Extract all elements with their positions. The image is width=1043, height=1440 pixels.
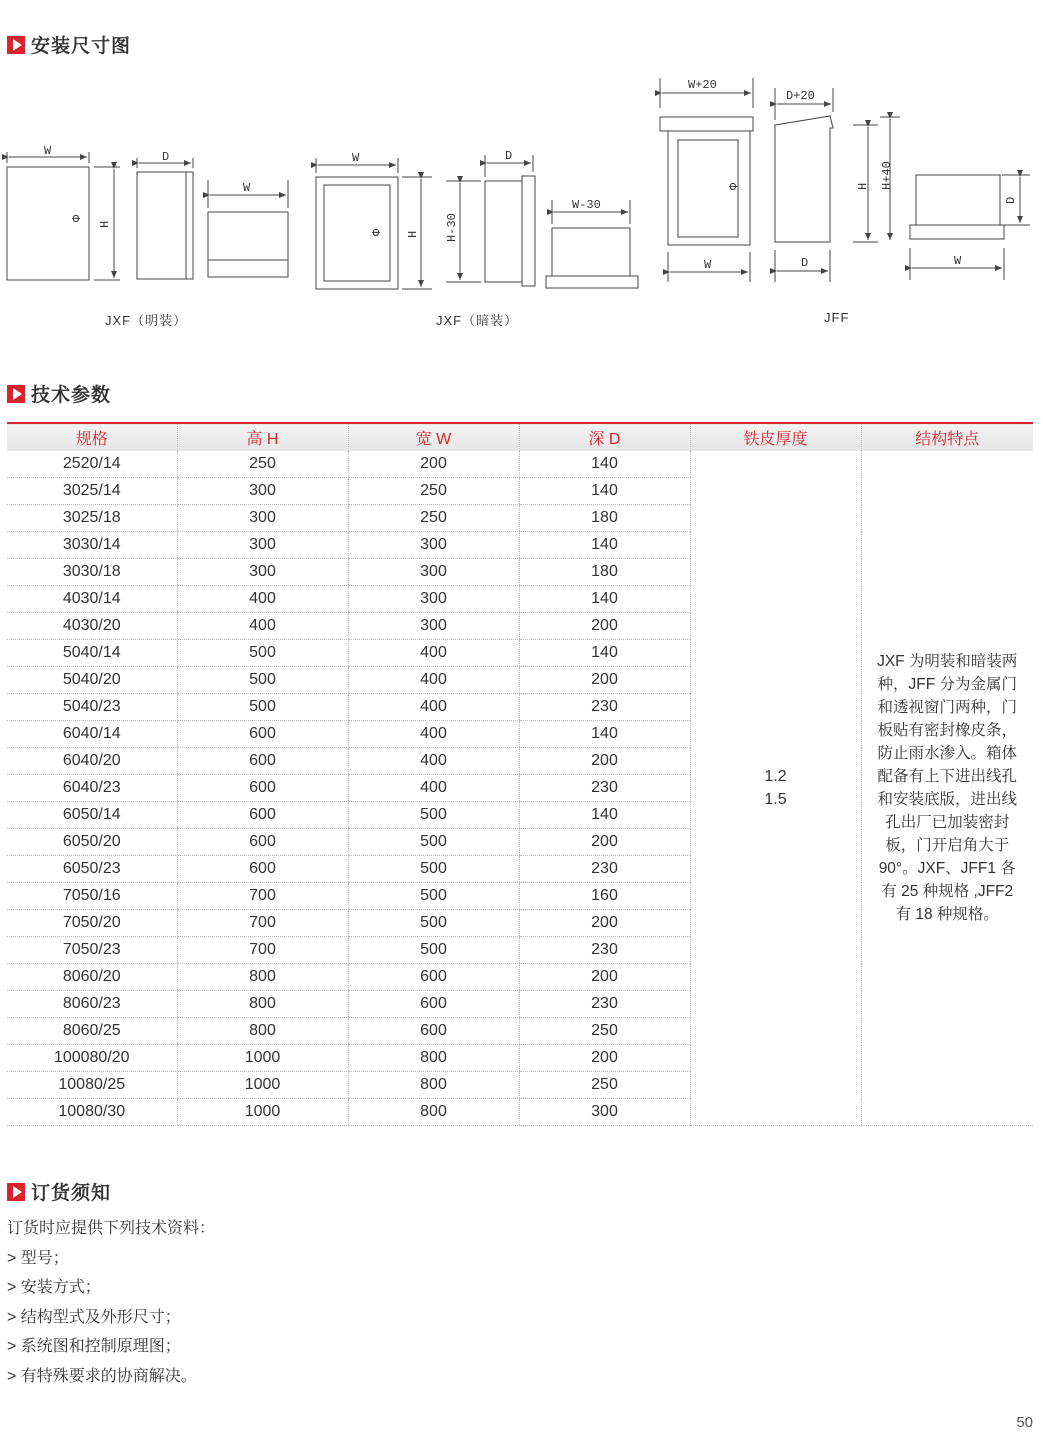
cell-height: 300 — [177, 505, 348, 532]
cell-depth: 140 — [519, 478, 690, 505]
section-title: 订货须知 — [31, 1183, 112, 1204]
thickness-value: 1.5 — [764, 791, 787, 808]
header-features: 结构特点 — [861, 423, 1033, 451]
cell-width: 600 — [348, 991, 519, 1018]
page-number: 50 — [1016, 1414, 1033, 1431]
cell-depth: 180 — [519, 559, 690, 586]
cell-width: 400 — [348, 775, 519, 802]
cell-height: 800 — [177, 991, 348, 1018]
cell-width: 400 — [348, 694, 519, 721]
cell-spec: 6040/20 — [7, 748, 177, 775]
cell-width: 500 — [348, 856, 519, 883]
header-height: 高 H — [177, 423, 348, 451]
section-title: 技术参数 — [31, 385, 112, 406]
cell-width: 400 — [348, 721, 519, 748]
cell-thickness — [690, 451, 861, 1126]
cell-depth: 200 — [519, 910, 690, 937]
cell-spec: 6050/23 — [7, 856, 177, 883]
jff-front-view — [660, 78, 753, 282]
cell-width: 400 — [348, 667, 519, 694]
cell-height: 600 — [177, 775, 348, 802]
svg-text:D: D — [162, 150, 170, 164]
cell-height: 700 — [177, 937, 348, 964]
order-item: > 有特殊要求的协商解决。 — [7, 1367, 197, 1385]
cell-width: 600 — [348, 964, 519, 991]
svg-text:H: H — [406, 230, 420, 238]
cell-depth: 230 — [519, 775, 690, 802]
dim-label-w: W — [44, 144, 52, 158]
order-item: > 安装方式； — [7, 1279, 101, 1296]
cell-spec: 10080/30 — [7, 1099, 177, 1126]
svg-text:D+20: D+20 — [786, 89, 815, 103]
cell-width: 500 — [348, 883, 519, 910]
cell-height: 700 — [177, 910, 348, 937]
hinge-symbol: Φ — [70, 214, 84, 222]
cell-height: 700 — [177, 883, 348, 910]
cell-depth: 300 — [519, 1099, 690, 1126]
installation-drawings — [0, 70, 1043, 340]
svg-text:W: W — [704, 258, 712, 272]
cell-height: 1000 — [177, 1099, 348, 1126]
cell-depth: 230 — [519, 856, 690, 883]
jxf-flush-top-view — [546, 198, 638, 288]
cell-height: 600 — [177, 721, 348, 748]
cell-depth: 140 — [519, 451, 690, 478]
cell-height: 800 — [177, 1018, 348, 1045]
cell-width: 500 — [348, 802, 519, 829]
caption-jxf-flush: JXF（暗装） — [436, 313, 519, 328]
section-order-header — [7, 1178, 111, 1205]
cell-height: 600 — [177, 802, 348, 829]
cell-depth: 140 — [519, 532, 690, 559]
cell-height: 600 — [177, 748, 348, 775]
order-item: > 系统图和控制原理图； — [7, 1338, 181, 1355]
jxf-surface-top-view — [208, 180, 288, 277]
cell-width: 500 — [348, 910, 519, 937]
dim-label-h: H — [98, 220, 112, 228]
svg-text:W: W — [954, 254, 962, 268]
thickness-value: 1.2 — [764, 768, 787, 785]
cell-features: JXF 为明装和暗装两种，JFF 分为金属门和透视窗门两种，门板贴有密封橡皮条，防止雨水渗入。箱体配备有上下进出线孔和安装底版，进出线孔出厂已加装密封板，门开启角大于 90°。JXF、JFF1 各有 25 种规格 ,JFF2 有 18 种规格。 — [861, 451, 1033, 1126]
cell-depth: 140 — [519, 721, 690, 748]
cell-spec: 5040/23 — [7, 694, 177, 721]
play-arrow-icon — [7, 385, 25, 403]
cell-spec: 6040/14 — [7, 721, 177, 748]
cell-spec: 7050/20 — [7, 910, 177, 937]
cell-height: 300 — [177, 478, 348, 505]
cell-height: 500 — [177, 667, 348, 694]
cell-height: 250 — [177, 451, 348, 478]
svg-text:D: D — [1004, 196, 1018, 204]
cell-width: 300 — [348, 586, 519, 613]
cell-spec: 8060/25 — [7, 1018, 177, 1045]
cell-spec: 6050/14 — [7, 802, 177, 829]
cell-depth: 200 — [519, 964, 690, 991]
play-arrow-icon — [7, 36, 25, 54]
cell-height: 500 — [177, 640, 348, 667]
order-item: > 型号； — [7, 1249, 69, 1267]
cell-height: 800 — [177, 964, 348, 991]
order-item: > 结构型式及外形尺寸； — [7, 1308, 181, 1326]
svg-text:W: W — [243, 181, 251, 195]
jxf-flush-front-view — [316, 151, 432, 289]
cell-height: 300 — [177, 559, 348, 586]
cell-spec: 5040/20 — [7, 667, 177, 694]
svg-text:H-30: H-30 — [445, 213, 459, 242]
svg-text:H: H — [856, 182, 870, 190]
cell-spec: 2520/14 — [7, 451, 177, 478]
cell-depth: 200 — [519, 613, 690, 640]
svg-text:D: D — [505, 149, 513, 163]
cell-depth: 230 — [519, 937, 690, 964]
table-header-row — [7, 423, 1033, 451]
cell-height: 600 — [177, 856, 348, 883]
jff-side-view — [775, 88, 900, 282]
jxf-surface-front-view — [7, 144, 120, 280]
play-arrow-icon — [7, 1183, 25, 1201]
cell-spec: 3025/14 — [7, 478, 177, 505]
section-tech-header — [7, 380, 111, 407]
cell-spec: 3030/14 — [7, 532, 177, 559]
cell-width: 400 — [348, 748, 519, 775]
cell-depth: 250 — [519, 1018, 690, 1045]
cell-width: 250 — [348, 505, 519, 532]
cell-spec: 4030/20 — [7, 613, 177, 640]
cell-height: 500 — [177, 694, 348, 721]
jxf-flush-side-view — [445, 149, 535, 286]
section-install-header — [7, 31, 131, 58]
cell-width: 500 — [348, 829, 519, 856]
header-spec: 规格 — [75, 431, 108, 448]
table-row — [7, 451, 1033, 478]
cell-depth: 160 — [519, 883, 690, 910]
cell-width: 300 — [348, 559, 519, 586]
order-info — [7, 1218, 215, 1395]
jxf-surface-side-view — [137, 150, 193, 279]
caption-jxf-surface: JXF（明装） — [105, 313, 188, 328]
cell-height: 1000 — [177, 1045, 348, 1072]
cell-height: 300 — [177, 532, 348, 559]
cell-width: 400 — [348, 640, 519, 667]
order-intro: 订货时应提供下列技术资料： — [7, 1220, 216, 1237]
cell-spec: 3030/18 — [7, 559, 177, 586]
caption-jff: JFF — [824, 310, 850, 325]
svg-text:Φ: Φ — [370, 228, 384, 236]
header-thickness: 铁皮厚度 — [690, 423, 861, 451]
cell-spec: 7050/23 — [7, 937, 177, 964]
cell-spec: 5040/14 — [7, 640, 177, 667]
header-depth: 深 D — [519, 423, 690, 451]
cell-width: 300 — [348, 613, 519, 640]
cell-depth: 230 — [519, 991, 690, 1018]
header-width: 宽 W — [348, 423, 519, 451]
cell-width: 600 — [348, 1018, 519, 1045]
svg-text:W-30: W-30 — [572, 198, 601, 212]
cell-depth: 140 — [519, 640, 690, 667]
cell-spec: 8060/20 — [7, 964, 177, 991]
cell-spec: 10080/25 — [7, 1072, 177, 1099]
cell-spec: 3025/18 — [7, 505, 177, 532]
cell-width: 250 — [348, 478, 519, 505]
cell-spec: 6050/20 — [7, 829, 177, 856]
cell-depth: 200 — [519, 1045, 690, 1072]
cell-height: 1000 — [177, 1072, 348, 1099]
cell-height: 600 — [177, 829, 348, 856]
cell-spec: 100080/20 — [7, 1045, 177, 1072]
cell-width: 200 — [348, 451, 519, 478]
cell-depth: 180 — [519, 505, 690, 532]
svg-text:W+20: W+20 — [688, 78, 717, 92]
cell-height: 400 — [177, 586, 348, 613]
cell-width: 800 — [348, 1099, 519, 1126]
cell-width: 500 — [348, 937, 519, 964]
cell-depth: 200 — [519, 829, 690, 856]
cell-spec: 6040/23 — [7, 775, 177, 802]
cell-depth: 140 — [519, 802, 690, 829]
cell-spec: 8060/23 — [7, 991, 177, 1018]
cell-height: 400 — [177, 613, 348, 640]
jff-top-view — [910, 175, 1030, 280]
svg-text:H+40: H+40 — [880, 161, 894, 190]
cell-width: 800 — [348, 1072, 519, 1099]
svg-text:Φ: Φ — [727, 182, 741, 190]
cell-depth: 140 — [519, 586, 690, 613]
section-title: 安装尺寸图 — [31, 36, 132, 57]
cell-width: 300 — [348, 532, 519, 559]
cell-depth: 250 — [519, 1072, 690, 1099]
spec-table — [7, 422, 1033, 1126]
cell-depth: 200 — [519, 748, 690, 775]
cell-depth: 200 — [519, 667, 690, 694]
svg-text:W: W — [352, 151, 360, 165]
cell-spec: 4030/14 — [7, 586, 177, 613]
cell-depth: 230 — [519, 694, 690, 721]
svg-text:D: D — [801, 256, 809, 270]
cell-spec: 7050/16 — [7, 883, 177, 910]
cell-width: 800 — [348, 1045, 519, 1072]
